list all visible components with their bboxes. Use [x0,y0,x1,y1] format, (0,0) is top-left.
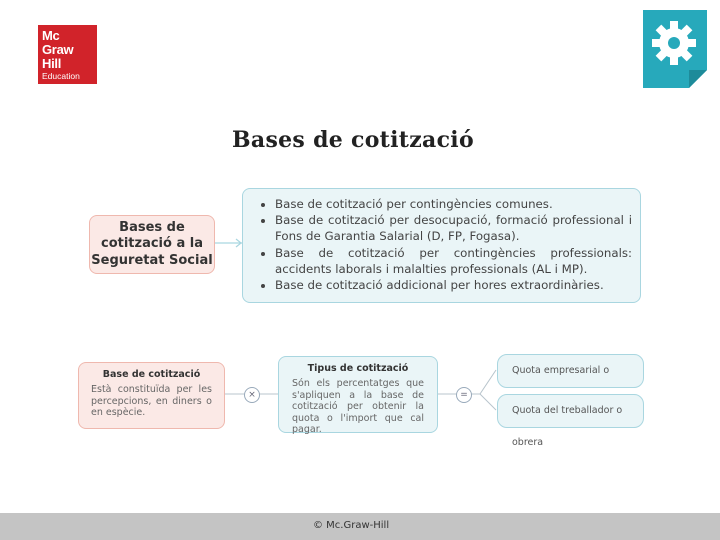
quota-empresarial-box [497,354,644,388]
logo-line-mc: Mc [42,28,60,43]
tipus-cotitzacio-box [278,356,438,436]
logo-line-hill: Hill [42,56,62,71]
base-cotitzacio-text: Està constituïda per les percepcions, en diners o en espècie. [91,384,212,419]
quota-empresarial-label: Quota empresarial o [512,365,610,376]
equals-operator: = [456,387,472,403]
bullet-contingencies-professionals: • Base de cotització per contingències professionals: accidents laborals i malalties professionals (AL i MP). [275,245,632,277]
quota-treballador-box [497,394,644,448]
base-cotitzacio-box [78,362,225,429]
footer-copyright: © Mc.Graw-Hill [313,520,390,531]
logo-line-education: Education [42,71,80,81]
multiply-operator: × [244,387,260,403]
bases-list-box [242,188,641,303]
quota-treballador-label: Quota del treballador o obrera [512,405,623,448]
bases-box-line-3: Seguretat Social [91,252,213,268]
bullet-desocupacio: • Base de cotització per desocupació, formació professional i Fons de Garantia Salarial (D, FP, Fogasa). [275,212,632,244]
bullet-hores-extraordinaries: • Base de cotització addicional per hores extraordinàries. [275,277,632,293]
bases-box-line-2: cotització a la [100,236,203,252]
footer-bar [0,513,720,540]
tipus-cotitzacio-text: Són els percentatges que s'apliquen a la base de cotització per obtenir la quota o l'import que cal pagar. [292,378,424,436]
bases-seguretat-social-box [89,215,215,274]
bases-box-line-1: Bases de [119,219,185,235]
base-cotitzacio-title: Base de cotització [102,369,201,380]
slide-title: Bases de cotització [232,127,474,153]
tipus-cotitzacio-title: Tipus de cotització [307,363,409,374]
bullet-contingencies-comunes: • Base de cotització per contingències comunes. [275,196,632,212]
logo-line-graw: Graw [42,42,74,57]
